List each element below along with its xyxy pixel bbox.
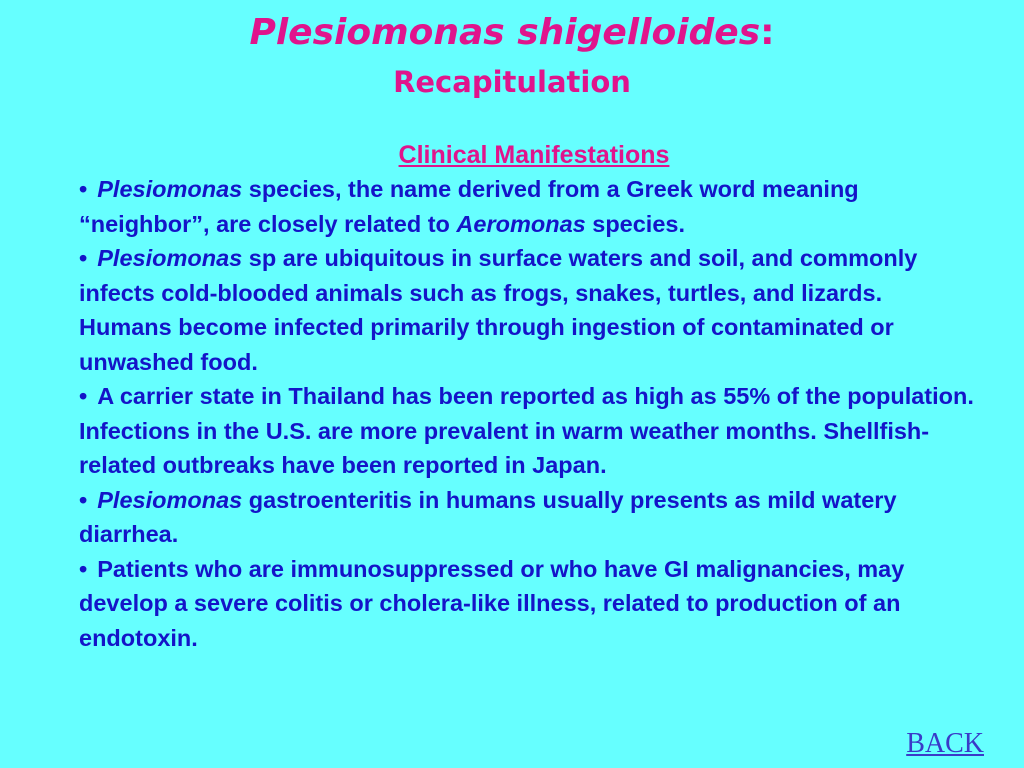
bullet-item [79,552,979,656]
slide-content [79,138,979,655]
bullet-text: gastroenteritis in humans usually presents as mild watery diarrhea. [79,486,897,547]
bullet-marker: • [79,176,88,202]
title-colon: : [760,12,775,53]
bullet-item [79,483,979,552]
slide-title [0,8,1024,58]
italic-term: Plesiomonas [97,176,243,202]
section-heading: Clinical Manifestations [398,141,670,169]
bullet-item [79,241,979,379]
italic-term: Plesiomonas [97,486,243,513]
bullet-item [79,379,979,483]
bullet-item [79,172,979,241]
bullet-marker: • [79,555,88,582]
bullet-text: Patients who are immunosuppressed or who have GI malignancies, may develop a severe colitis or cholera-like illness, related to production of an endotoxin. [79,555,905,651]
bullet-marker: • [79,245,88,271]
bullet-text: A carrier state in Thailand has been reported as high as 55% of the population. Infections in the U.S. are more prevalent in warm weather months. Shellfish-related outbreaks have been reported in Japan. [79,383,974,478]
bullet-text: species. [585,210,686,237]
bullet-text: sp are ubiquitous in surface waters and soil, and commonly infects cold-blooded animals such as frogs, snakes, turtles, and lizards. Humans become infected primarily through ingestion of contaminated or unwashed food. [79,245,918,375]
slide-title-block [0,8,1024,102]
slide-subtitle: Recapitulation [393,65,631,99]
bullet-list [79,172,979,655]
bullet-marker: • [79,486,88,513]
bullet-marker: • [79,383,88,409]
italic-term: Plesiomonas [97,245,243,271]
back-link[interactable]: BACK [906,728,984,759]
bullet-text: species, the name derived from a Greek word meaning “neighbor”, are closely related to [79,176,859,237]
italic-term: Aeromonas [456,210,586,237]
title-organism-name: Plesiomonas shigelloides [249,12,761,53]
